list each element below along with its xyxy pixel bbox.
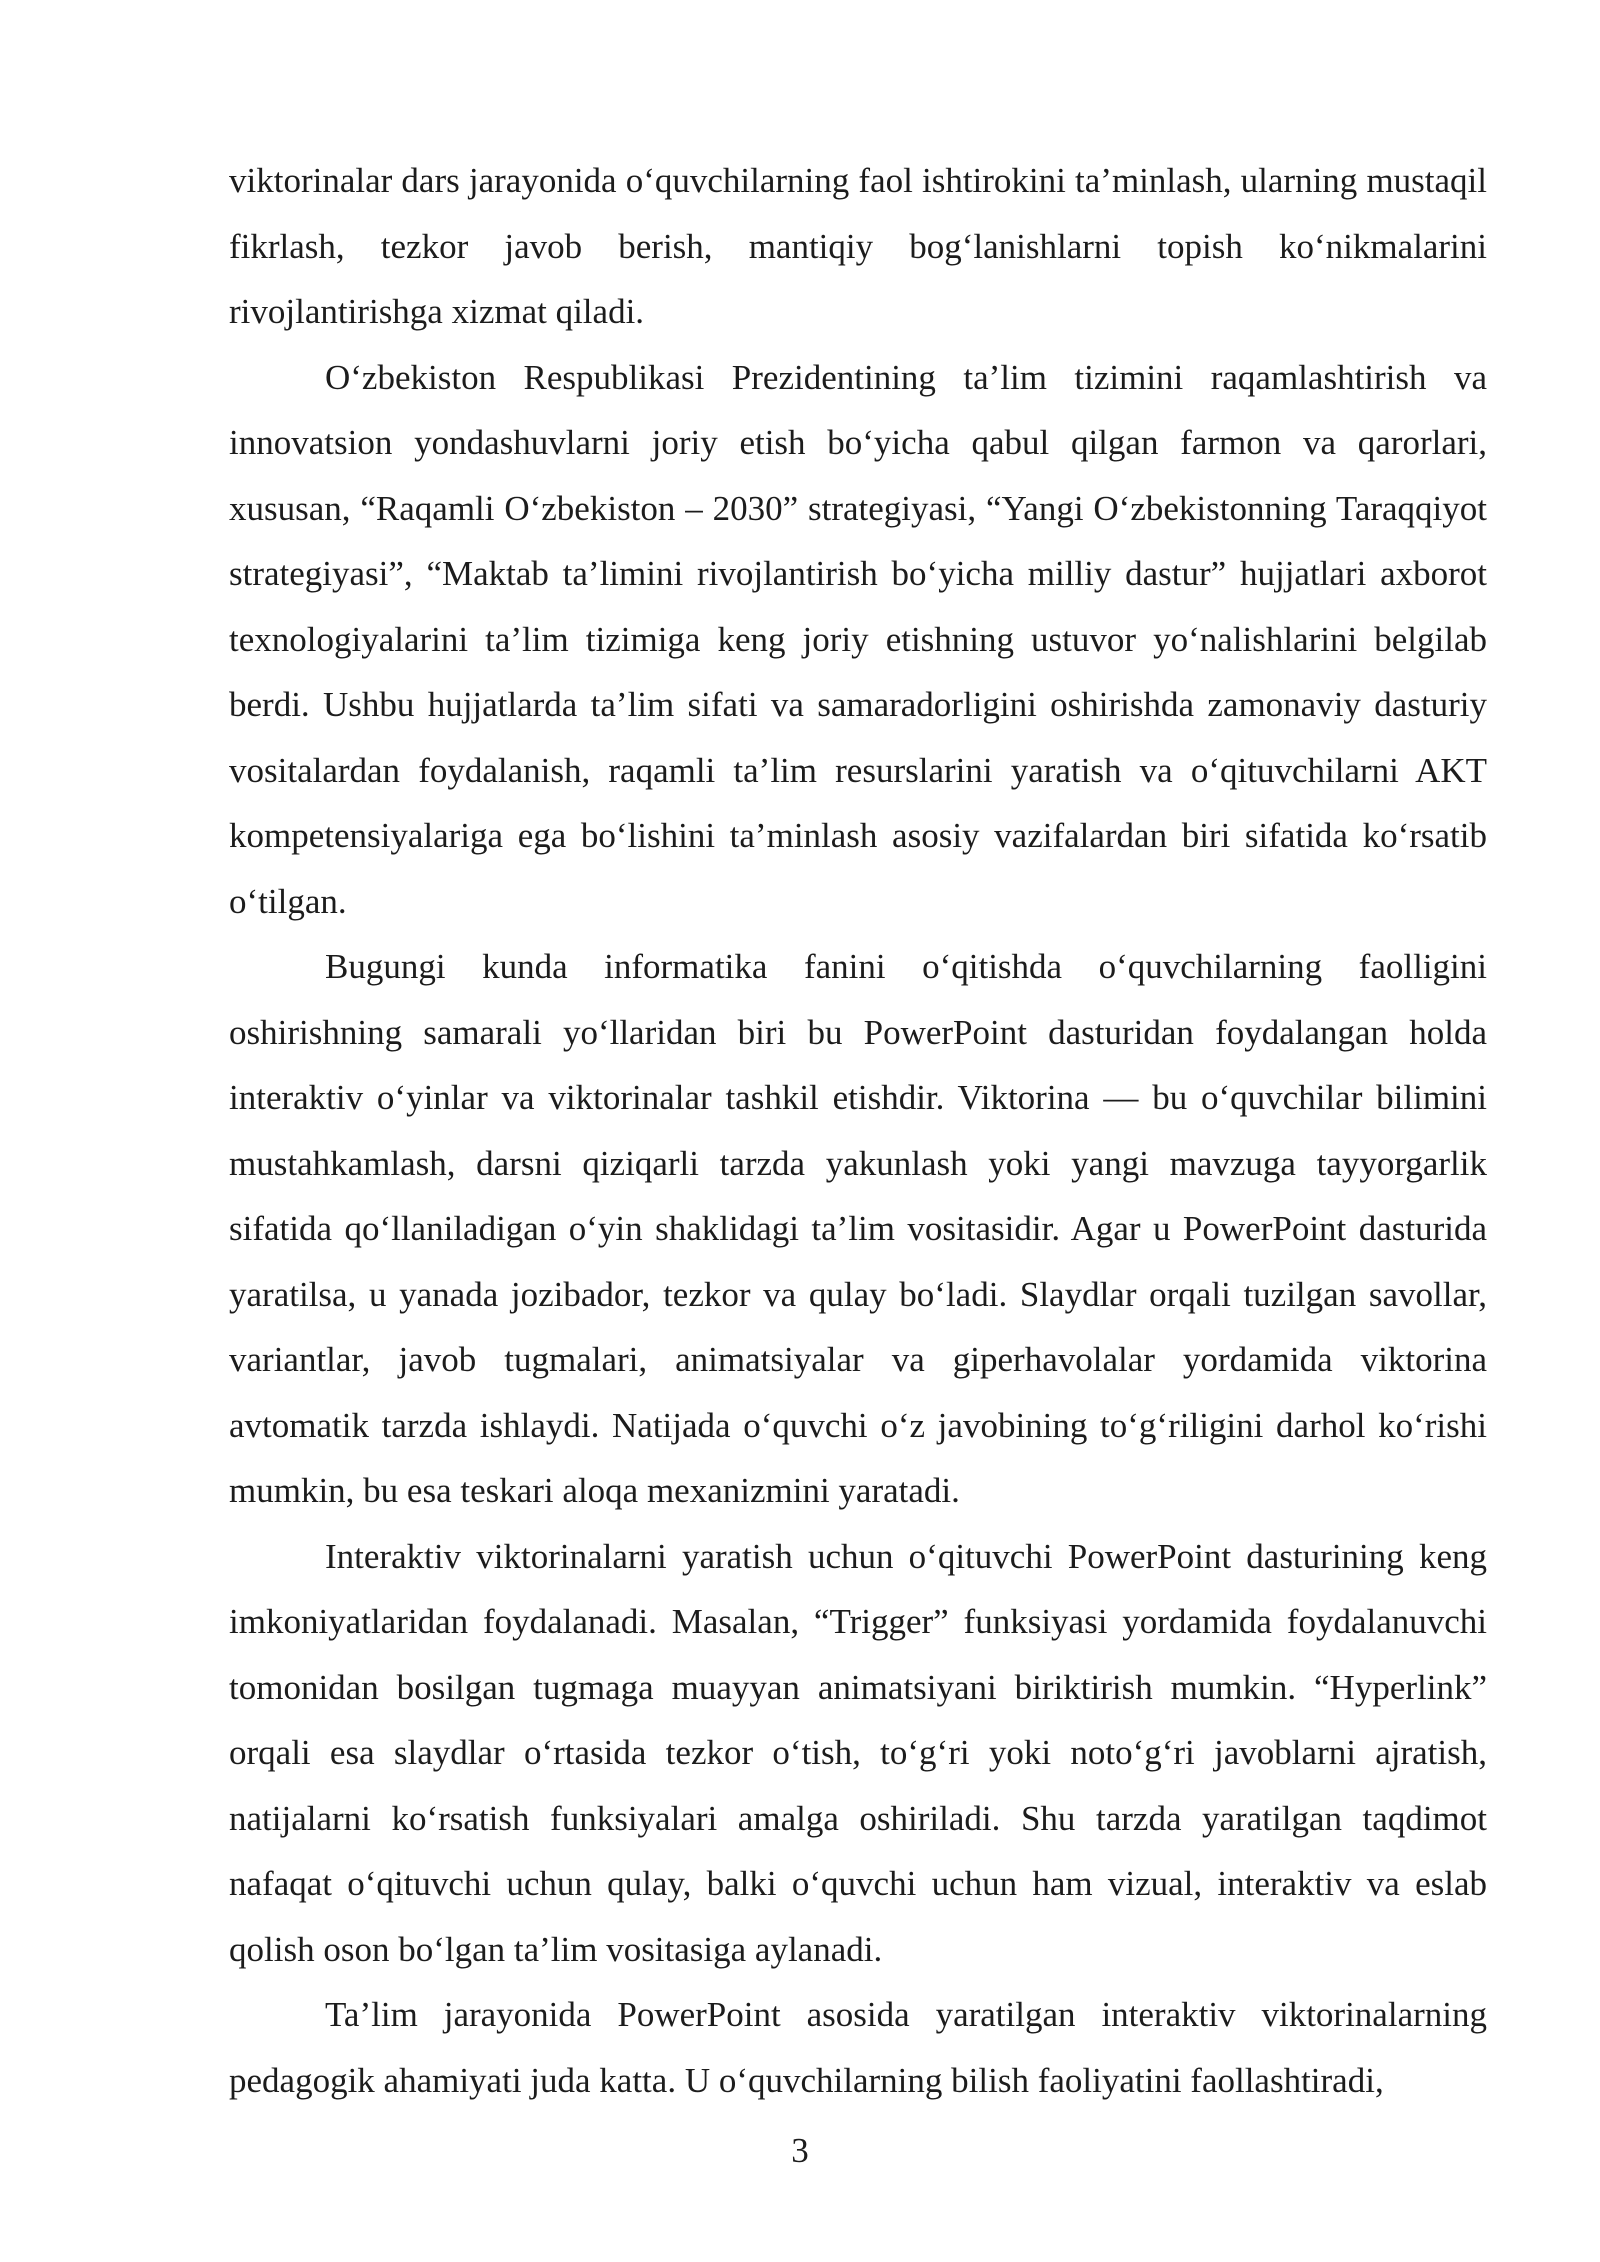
paragraph: Interaktiv viktorinalarni yaratish uchun o‘qituvchi PowerPoint dasturining keng imkoniyatlaridan foydalanadi. Masalan, “Trigger” funksiyasi yordamida foydalanuvchi tomonidan bosilgan tugmaga muayyan animatsiyani biriktirish mumkin. “Hyperlink” orqali esa slaydlar o‘rtasida tezkor o‘tish, to‘g‘ri yoki noto‘g‘ri javoblarni ajratish, natijalarni ko‘rsatish funksiyalari amalga oshiriladi. Shu tarzda yaratilgan taqdimot nafaqat o‘qituvchi uchun qulay, balki o‘quvchi uchun ham vizual, interaktiv va eslab qolish oson bo‘lgan ta’lim vositasiga aylanadi.: [229, 1536, 1487, 1969]
page-number: 3: [791, 2131, 809, 2170]
paragraph: Bugungi kunda informatika fanini o‘qitishda o‘quvchilarning faolligini oshirishning samarali yo‘llaridan biri bu PowerPoint dasturidan foydalangan holda interaktiv o‘yinlar va viktorinalar tashkil etishdir. Viktorina — bu o‘quvchilar bilimini mustahkamlash, darsni qiziqarli tarzda yakunlash yoki yangi mavzuga tayyorgarlik sifatida qo‘llaniladigan o‘yin shaklidagi ta’lim vositasidir. Agar u PowerPoint dasturida yaratilsa, u yanada jozibador, tezkor va qulay bo‘ladi. Slaydlar orqali tuzilgan savollar, variantlar, javob tugmalari, animatsiyalar va giperhavolalar yordamida viktorina avtomatik tarzda ishlaydi. Natijada o‘quvchi o‘z javobining to‘g‘riligini darhol ko‘rishi mumkin, bu esa teskari aloqa mexanizmini yaratadi.: [229, 947, 1487, 1510]
paragraph: O‘zbekiston Respublikasi Prezidentining ta’lim tizimini raqamlashtirish va innovatsion yondashuvlarni joriy etish bo‘yicha qabul qilgan farmon va qarorlari, xususan, “Raqamli O‘zbekiston – 2030” strategiyasi, “Yangi O‘zbekistonning Taraqqiyot strategiyasi”, “Maktab ta’limini rivojlantirish bo‘yicha milliy dastur” hujjatlari axborot texnologiyalarini ta’lim tizimiga keng joriy etishning ustuvor yo‘nalishlarini belgilab berdi. Ushbu hujjatlarda ta’lim sifati va samaradorligini oshirishda zamonaviy dasturiy vositalardan foydalanish, raqamli ta’lim resurslarini yaratish va o‘qituvchilarni AKT kompetensiyalariga ega bo‘lishini ta’minlash asosiy vazifalardan biri sifatida ko‘rsatib o‘tilgan.: [229, 357, 1487, 921]
paragraph: Ta’lim jarayonida PowerPoint asosida yaratilgan interaktiv viktorinalarning pedagogik ahamiyati juda katta. U o‘quvchilarning bilish faoliyatini faollashtiradi,: [229, 1995, 1487, 2100]
paragraph-continuation: viktorinalar dars jarayonida o‘quvchilarning faol ishtirokini ta’minlash, ularning mustaqil fikrlash, tezkor javob berish, mantiqiy bog‘lanishlarni topish ko‘nikmalarini rivojlantirishga xizmat qiladi.: [229, 161, 1487, 331]
document-body: [229, 148, 1487, 2113]
